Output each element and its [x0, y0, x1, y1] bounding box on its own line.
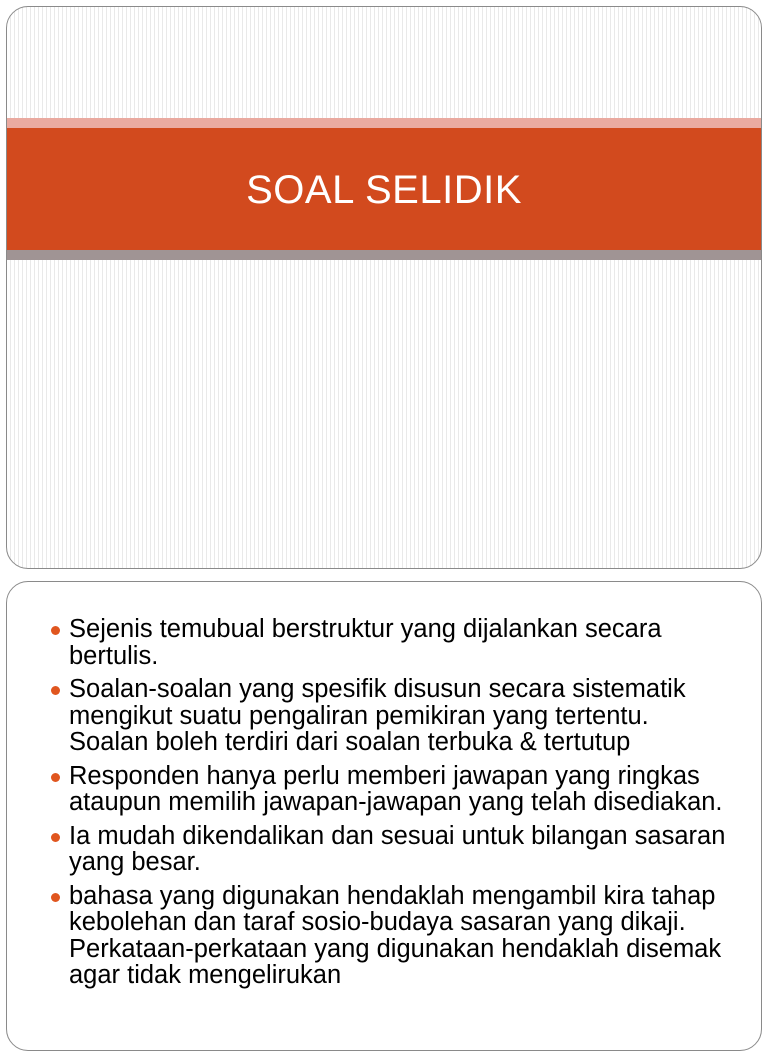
title-band-bottom-stripe: [7, 250, 761, 260]
title-slide: [6, 6, 762, 569]
title-band: [7, 128, 761, 250]
bullet-dot-icon: [51, 626, 60, 635]
bullet-dot-icon: [51, 833, 60, 842]
title-band-top-stripe: [7, 118, 761, 128]
bullet-item: [51, 676, 731, 756]
bullet-dot-icon: [51, 893, 60, 902]
bullet-dot-icon: [51, 773, 60, 782]
bullet-list: [51, 616, 731, 996]
bullet-text: bahasa yang digunakan hendaklah mengambil kira tahap kebolehan dan taraf sosio-budaya sasaran yang dikaji. Perkataan-perkataan yang digunakan hendaklah disemak agar tidak mengelirukan: [69, 881, 722, 989]
bullet-text: Soalan-soalan yang spesifik disusun secara sistematik mengikut suatu pengaliran pemikiran yang tertentu. Soalan boleh terdiri dari soalan terbuka & tertutup: [69, 675, 686, 756]
content-slide: [6, 581, 762, 1051]
bullet-item: [51, 616, 731, 669]
bullet-text: Sejenis temubual berstruktur yang dijalankan secara bertulis.: [69, 615, 662, 670]
bullet-item: [51, 823, 731, 876]
slide-title: SOAL SELIDIK: [246, 167, 522, 212]
bullet-text: Responden hanya perlu memberi jawapan yang ringkas ataupun memilih jawapan-jawapan yang telah disediakan.: [69, 761, 723, 816]
bullet-item: [51, 763, 731, 816]
bullet-item: [51, 883, 731, 989]
bullet-text: Ia mudah dikendalikan dan sesuai untuk bilangan sasaran yang besar.: [69, 821, 726, 876]
bullet-dot-icon: [51, 686, 60, 695]
